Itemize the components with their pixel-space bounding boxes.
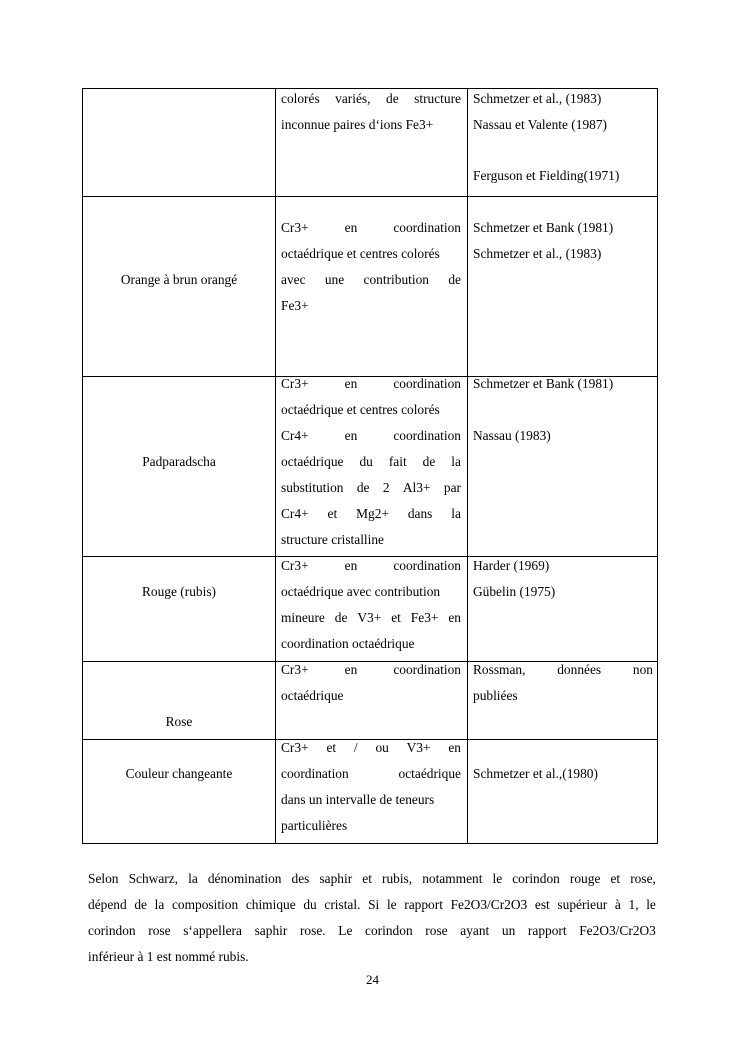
word: dépend: [88, 897, 127, 912]
word: Le: [338, 923, 353, 938]
word: et: [326, 740, 337, 755]
word: rouge: [569, 871, 601, 886]
description-line: coordination octaédrique: [281, 636, 415, 651]
column-divider: [467, 89, 468, 843]
word: du: [303, 897, 317, 912]
word: octaédrique: [398, 766, 461, 781]
word: en: [448, 740, 461, 755]
word: Cr3+: [281, 740, 309, 755]
reference: publiées: [473, 688, 518, 703]
word: Fe2O3/Cr2O3: [450, 897, 528, 912]
word: saphir: [319, 871, 353, 886]
word: coordination: [393, 220, 461, 235]
reference: Schmetzer et al., (1983): [473, 91, 602, 106]
reference: Gübelin (1975): [473, 584, 556, 599]
description-line: Fe3+: [281, 298, 309, 313]
word: des: [291, 871, 310, 886]
word: fait: [388, 454, 407, 469]
word: saphir: [254, 923, 288, 938]
word: ayant: [460, 923, 490, 938]
description-line: [281, 475, 461, 501]
word: rose.: [299, 923, 326, 938]
word: composition: [171, 897, 239, 912]
word: variés,: [335, 91, 371, 106]
word: données: [557, 662, 602, 677]
word: en: [344, 428, 358, 443]
word: notamment: [422, 871, 483, 886]
description-line: structure cristalline: [281, 532, 384, 547]
word: contribution: [363, 272, 429, 287]
word: et: [391, 610, 401, 625]
description-line: [281, 501, 461, 527]
word: supérieur: [557, 897, 608, 912]
color-cell: Rouge (rubis): [141, 584, 216, 599]
description-line: particulières: [281, 818, 348, 833]
word: rose,: [630, 871, 656, 886]
word: une: [324, 272, 345, 287]
word: Al3+: [402, 480, 431, 495]
word: mineure: [281, 610, 325, 625]
color-cell: Padparadscha: [142, 454, 216, 469]
word: Cr3+: [281, 376, 309, 391]
paragraph-line: [88, 866, 656, 892]
word: coordination: [393, 376, 461, 391]
description-line: octaédrique: [281, 688, 344, 703]
paragraph-line: [88, 892, 656, 918]
description-line: [281, 86, 461, 112]
word: et: [610, 871, 621, 886]
description-line: octaédrique avec contribution: [281, 584, 441, 599]
word: V3+: [357, 610, 382, 625]
reference: Nassau et Valente (1987): [473, 117, 607, 132]
word: de: [422, 454, 436, 469]
word: Cr4+: [281, 428, 309, 443]
word: coordination: [393, 662, 461, 677]
reference: Schmetzer et Bank (1981): [473, 376, 614, 391]
word: rose: [148, 923, 171, 938]
word: Si: [368, 897, 380, 912]
word: du: [359, 454, 373, 469]
description-line: [281, 553, 461, 579]
paragraph-line: inférieur à 1 est nommé rubis.: [88, 949, 249, 964]
word: la: [451, 454, 461, 469]
word: un: [501, 923, 516, 938]
word: colorés: [281, 91, 320, 106]
reference: Nassau (1983): [473, 428, 551, 443]
word: en: [344, 558, 358, 573]
word: rubis,: [381, 871, 413, 886]
word: ou: [375, 740, 389, 755]
color-cell: Orange à brun orangé: [120, 272, 238, 287]
word: coordination: [281, 766, 349, 781]
word: rose: [425, 923, 448, 938]
word: Cr3+: [281, 558, 309, 573]
word: de: [356, 480, 370, 495]
word: en: [344, 662, 358, 677]
reference: Ferguson et Fielding(1971): [473, 168, 620, 183]
word: Fe2O3/Cr2O3: [579, 923, 656, 938]
color-cell: Rose: [165, 714, 193, 729]
description-line: [281, 267, 461, 293]
word: la: [451, 506, 461, 521]
word: de: [134, 897, 147, 912]
word: octaédrique: [281, 454, 344, 469]
word: dans: [407, 506, 433, 521]
description-line: octaédrique et centres colorés: [281, 402, 440, 417]
description-line: octaédrique et centres colorés: [281, 246, 440, 261]
column-divider: [275, 89, 276, 843]
description-line: [281, 215, 461, 241]
word: de: [386, 91, 399, 106]
word: corindon: [512, 871, 560, 886]
word: coordination: [393, 428, 461, 443]
word: substitution: [281, 480, 344, 495]
word: cristal.: [324, 897, 361, 912]
word: est: [534, 897, 550, 912]
word: en: [344, 220, 358, 235]
word: en: [344, 376, 358, 391]
description-line: [281, 761, 461, 787]
word: Selon: [88, 871, 119, 886]
word: le: [386, 897, 397, 912]
description-line: [281, 449, 461, 475]
word: chimique: [245, 897, 296, 912]
word: rapport: [404, 897, 443, 912]
word: la: [154, 897, 165, 912]
word: la: [188, 871, 198, 886]
reference: Schmetzer et al.,(1980): [473, 766, 598, 781]
description-line: dans un intervalle de teneurs: [281, 792, 435, 807]
page-number: 24: [366, 972, 379, 987]
word: par: [443, 480, 461, 495]
word: le: [646, 897, 656, 912]
word: à: [614, 897, 621, 912]
reference: Harder (1969): [473, 558, 550, 573]
word: structure: [414, 91, 461, 106]
word: et: [327, 506, 338, 521]
word: le: [492, 871, 503, 886]
word: de: [448, 272, 461, 287]
word: s‘appellera: [183, 923, 242, 938]
paragraph-line: [88, 918, 656, 944]
word: V3+: [406, 740, 431, 755]
word: 2: [382, 480, 390, 495]
word: corindon: [365, 923, 413, 938]
word: corindon: [88, 923, 136, 938]
reference: Schmetzer et al., (1983): [473, 246, 602, 261]
description-line: [281, 605, 461, 631]
word: Mg2+: [356, 506, 389, 521]
word: Cr3+: [281, 662, 309, 677]
reference: Schmetzer et Bank (1981): [473, 220, 614, 235]
word: coordination: [393, 558, 461, 573]
description-line: [281, 371, 461, 397]
word: /: [353, 740, 358, 755]
description-line: [281, 735, 461, 761]
word: Cr3+: [281, 220, 309, 235]
description-line: inconnue paires d‘ions Fe3+: [281, 117, 434, 132]
row-divider: [83, 196, 657, 197]
description-line: [281, 423, 461, 449]
word: rapport: [527, 923, 567, 938]
description-line: [281, 657, 461, 683]
word: en: [448, 610, 461, 625]
word: dénomination: [207, 871, 282, 886]
word: Cr4+: [281, 506, 309, 521]
word: non: [632, 662, 653, 677]
word: 1,: [628, 897, 639, 912]
color-cell: Couleur changeante: [125, 766, 233, 781]
gemstone-color-table: [82, 88, 658, 844]
reference: [473, 657, 653, 683]
word: de: [334, 610, 348, 625]
word: et: [362, 871, 372, 886]
word: Rossman,: [473, 662, 526, 677]
word: Schwarz,: [128, 871, 179, 886]
word: Fe3+: [410, 610, 439, 625]
word: avec: [281, 272, 306, 287]
